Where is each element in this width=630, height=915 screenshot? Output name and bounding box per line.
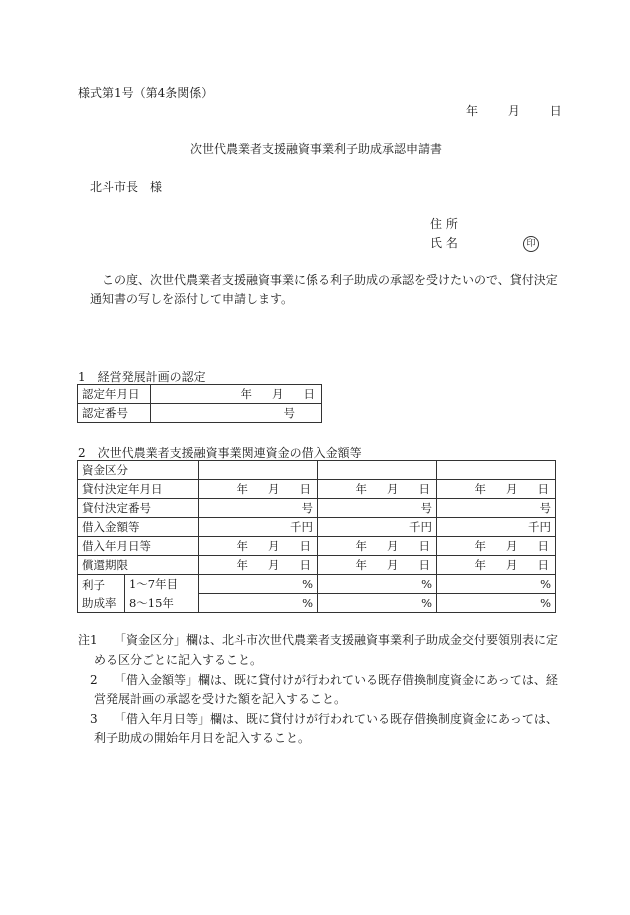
- certification-date-cell[interactable]: [151, 385, 322, 404]
- rate1-cell-1[interactable]: [199, 575, 318, 594]
- name-label: 氏 名: [430, 236, 458, 250]
- body-text-line-1: この度、次世代農業者支援融資事業に係る利子助成の承認を受けたいので、貸付決定: [102, 273, 558, 287]
- section1-table: [77, 384, 322, 423]
- form-number: 様式第1号（第4条関係）: [78, 86, 214, 100]
- amount-cell-3[interactable]: [437, 518, 556, 537]
- fund-cell-3[interactable]: [437, 461, 556, 480]
- month-unit: 月: [506, 558, 518, 572]
- addressee: 北斗市長 様: [90, 180, 163, 194]
- day-unit: 日: [299, 482, 311, 496]
- label-cell: 認定年月日: [78, 385, 151, 404]
- seal-mark: [523, 235, 539, 252]
- rate1-cell-3[interactable]: [437, 575, 556, 594]
- month-unit: 月: [506, 482, 518, 496]
- label-cell: 1～7年目: [124, 575, 198, 594]
- label-cell: 8～15年: [124, 594, 198, 613]
- year-unit: 年: [355, 482, 367, 496]
- month-unit: 月: [268, 482, 280, 496]
- note-3-line-2: 利子助成の開始年月日を記入すること。: [94, 731, 311, 745]
- label-cell: 借入金額等: [78, 518, 199, 537]
- amount-cell-2[interactable]: [318, 518, 437, 537]
- month-unit: 月: [268, 539, 280, 553]
- label-cell: 資金区分: [78, 461, 199, 480]
- year-unit: 年: [474, 558, 486, 572]
- table-row: [78, 480, 556, 499]
- section2-heading: 2 次世代農業者支援融資事業関連資金の借入金額等: [78, 446, 362, 460]
- note-1-line-1: 「資金区分」欄は、北斗市次世代農業者支援融資事業利子助成金交付要領別表に定: [114, 633, 559, 647]
- day-unit: 日: [303, 387, 315, 401]
- address-label: 住 所: [430, 217, 458, 231]
- certification-number-cell[interactable]: [151, 404, 322, 423]
- month-unit: 月: [387, 539, 399, 553]
- percent-unit: %: [540, 577, 551, 591]
- body-text-line-2: 通知書の写しを添付して申請します。: [90, 292, 294, 306]
- section2-table: [77, 460, 556, 613]
- percent-unit: %: [421, 577, 432, 591]
- day-unit: 日: [537, 558, 549, 572]
- label-cell: 借入年月日等: [78, 537, 199, 556]
- repay-date-cell-2[interactable]: [318, 556, 437, 575]
- percent-unit: %: [302, 596, 313, 610]
- amount-cell-1[interactable]: [199, 518, 318, 537]
- table-row: [78, 518, 556, 537]
- amount-unit: 千円: [528, 520, 551, 534]
- table-row: [78, 594, 556, 613]
- label-cell: 認定番号: [78, 404, 151, 423]
- number-suffix: 号: [283, 406, 295, 420]
- number-suffix: 号: [301, 501, 313, 515]
- year-unit: 年: [236, 558, 248, 572]
- date-header: [466, 104, 562, 118]
- repay-date-cell-3[interactable]: [437, 556, 556, 575]
- percent-unit: %: [421, 596, 432, 610]
- year-unit: 年: [236, 539, 248, 553]
- rate2-cell-1[interactable]: [199, 594, 318, 613]
- day-unit: 日: [418, 539, 430, 553]
- day-unit: 日: [537, 539, 549, 553]
- table-row: [78, 404, 322, 423]
- number-suffix: 号: [539, 501, 551, 515]
- year-unit: 年: [355, 539, 367, 553]
- loan-number-cell-1[interactable]: [199, 499, 318, 518]
- date-month: 月: [507, 104, 520, 118]
- section1-heading: 1 経営発展計画の認定: [78, 370, 206, 384]
- note-3-line-1: 「借入年月日等」欄は、既に貸付けが行われている既存借換制度資金にあっては、: [114, 712, 558, 726]
- table-row: [78, 537, 556, 556]
- number-suffix: 号: [420, 501, 432, 515]
- loan-date-cell-1[interactable]: [199, 480, 318, 499]
- page-title: 次世代農業者支援融資事業利子助成承認申請書: [190, 142, 443, 156]
- note-2-line-1: 「借入金額等」欄は、既に貸付けが行われている既存借換制度資金にあっては、経: [114, 673, 558, 687]
- table-row: [78, 385, 322, 404]
- table-row: [78, 556, 556, 575]
- month-unit: 月: [272, 387, 284, 401]
- year-unit: 年: [474, 482, 486, 496]
- rate2-cell-3[interactable]: [437, 594, 556, 613]
- loan-number-cell-2[interactable]: [318, 499, 437, 518]
- note-2-line-2: 営発展計画の承認を受けた額を記入すること。: [94, 692, 347, 706]
- note-1-line-2: める区分ごとに記入すること。: [94, 653, 263, 667]
- note-3-number: 3: [90, 712, 98, 726]
- amount-unit: 千円: [290, 520, 313, 534]
- month-unit: 月: [268, 558, 280, 572]
- month-unit: 月: [387, 482, 399, 496]
- note-2-number: 2: [90, 673, 98, 687]
- fund-cell-1[interactable]: [199, 461, 318, 480]
- subsidy-label-1: 利子: [82, 577, 105, 592]
- day-unit: 日: [299, 558, 311, 572]
- label-cell: [78, 575, 125, 613]
- subsidy-label-2: 助成率: [82, 595, 117, 610]
- table-row: [78, 461, 556, 480]
- note-1-number: 注1: [78, 633, 98, 647]
- label-cell: 貸付決定番号: [78, 499, 199, 518]
- loan-date-cell-3[interactable]: [437, 480, 556, 499]
- seal-icon: 印: [523, 236, 539, 252]
- day-unit: 日: [537, 482, 549, 496]
- label-cell: 償還期限: [78, 556, 199, 575]
- repay-date-cell-1[interactable]: [199, 556, 318, 575]
- percent-unit: %: [302, 577, 313, 591]
- year-unit: 年: [236, 482, 248, 496]
- borrow-date-cell-2[interactable]: [318, 537, 437, 556]
- year-unit: 年: [355, 558, 367, 572]
- loan-number-cell-3[interactable]: [437, 499, 556, 518]
- loan-date-cell-2[interactable]: [318, 480, 437, 499]
- amount-unit: 千円: [409, 520, 432, 534]
- table-row: [78, 575, 556, 594]
- borrow-date-cell-1[interactable]: [199, 537, 318, 556]
- rate2-cell-2[interactable]: [318, 594, 437, 613]
- month-unit: 月: [387, 558, 399, 572]
- date-year: 年: [466, 104, 479, 118]
- rate1-cell-2[interactable]: [318, 575, 437, 594]
- date-day: 日: [549, 104, 562, 118]
- day-unit: 日: [418, 482, 430, 496]
- percent-unit: %: [540, 596, 551, 610]
- day-unit: 日: [299, 539, 311, 553]
- month-unit: 月: [506, 539, 518, 553]
- table-row: [78, 499, 556, 518]
- label-cell: 貸付決定年月日: [78, 480, 199, 499]
- year-unit: 年: [474, 539, 486, 553]
- fund-cell-2[interactable]: [318, 461, 437, 480]
- day-unit: 日: [418, 558, 430, 572]
- year-unit: 年: [240, 387, 252, 401]
- borrow-date-cell-3[interactable]: [437, 537, 556, 556]
